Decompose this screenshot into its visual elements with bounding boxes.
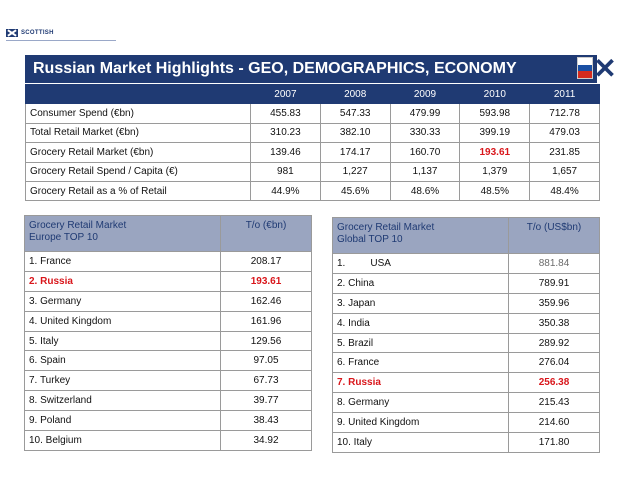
global-header-label bbox=[333, 218, 509, 254]
table-row bbox=[25, 331, 312, 351]
table-row bbox=[25, 371, 312, 391]
country-name: 10. Italy bbox=[333, 433, 509, 453]
cell-value: 479.99 bbox=[390, 104, 460, 123]
cell-value: 981 bbox=[251, 162, 321, 181]
cell-value: 231.85 bbox=[530, 143, 600, 162]
table-row bbox=[26, 162, 600, 181]
cell-value: 1,379 bbox=[460, 162, 530, 181]
country-name: 7. Turkey bbox=[25, 371, 221, 391]
europe-value-header: T/o (€bn) bbox=[221, 216, 312, 252]
country-name: 5. Brazil bbox=[333, 333, 509, 353]
table-row bbox=[25, 311, 312, 331]
logo-text: SCOTTISH bbox=[21, 30, 54, 36]
table-row bbox=[333, 433, 600, 453]
country-name: 4. India bbox=[333, 313, 509, 333]
table-row bbox=[333, 393, 600, 413]
table-row bbox=[26, 181, 600, 200]
europe-top10-table bbox=[24, 215, 312, 451]
country-value: 38.43 bbox=[221, 411, 312, 431]
table-row bbox=[25, 431, 312, 451]
cell-value: 455.83 bbox=[251, 104, 321, 123]
row-label: Total Retail Market (€bn) bbox=[26, 123, 251, 142]
country-value: 276.04 bbox=[509, 353, 600, 373]
country-name: 8. Germany bbox=[333, 393, 509, 413]
country-name: 8. Switzerland bbox=[25, 391, 221, 411]
table-row bbox=[333, 293, 600, 313]
table-row bbox=[333, 373, 600, 393]
cell-value: 712.78 bbox=[530, 104, 600, 123]
cell-value: 48.5% bbox=[460, 181, 530, 200]
cell-value: 547.33 bbox=[320, 104, 390, 123]
country-name: 3. Japan bbox=[333, 293, 509, 313]
global-top10-table bbox=[332, 217, 600, 453]
cell-value-highlight: 193.61 bbox=[460, 143, 530, 162]
europe-header-label bbox=[25, 216, 221, 252]
global-header-row bbox=[333, 218, 600, 254]
cell-value: 310.23 bbox=[251, 123, 321, 142]
cell-value: 399.19 bbox=[460, 123, 530, 142]
country-value: 289.92 bbox=[509, 333, 600, 353]
row-label: Consumer Spend (€bn) bbox=[26, 104, 251, 123]
table-row bbox=[25, 252, 312, 272]
row-label: Grocery Retail Spend / Capita (€) bbox=[26, 162, 251, 181]
country-value: 34.92 bbox=[221, 431, 312, 451]
country-value: 171.80 bbox=[509, 433, 600, 453]
country-name: 6. Spain bbox=[25, 351, 221, 371]
row-label: Grocery Retail Market (€bn) bbox=[26, 143, 251, 162]
country-name: 1. France bbox=[25, 252, 221, 272]
table-row bbox=[333, 273, 600, 293]
country-name: 5. Italy bbox=[25, 331, 221, 351]
country-name: 2. China bbox=[333, 273, 509, 293]
table-row bbox=[333, 353, 600, 373]
saltire-icon bbox=[6, 29, 18, 37]
country-value: 97.05 bbox=[221, 351, 312, 371]
table-row bbox=[25, 351, 312, 371]
country-name-highlight: 2. Russia bbox=[25, 271, 221, 291]
cell-value: 1,657 bbox=[530, 162, 600, 181]
russian-flag-icon bbox=[577, 57, 593, 79]
country-name: 10. Belgium bbox=[25, 431, 221, 451]
cell-value: 479.03 bbox=[530, 123, 600, 142]
header-line: Grocery Retail Market bbox=[29, 220, 127, 231]
country-name: 9. Poland bbox=[25, 411, 221, 431]
year-header: 2010 bbox=[460, 85, 530, 104]
table-row bbox=[26, 143, 600, 162]
cell-value: 1,137 bbox=[390, 162, 460, 181]
table-row bbox=[333, 254, 600, 274]
country-value: 39.77 bbox=[221, 391, 312, 411]
year-header: 2008 bbox=[320, 85, 390, 104]
table-row bbox=[333, 313, 600, 333]
year-header: 2011 bbox=[530, 85, 600, 104]
country-name-highlight: 7. Russia bbox=[333, 373, 509, 393]
table-row bbox=[25, 271, 312, 291]
cell-value: 48.4% bbox=[530, 181, 600, 200]
country-name: 4. United Kingdom bbox=[25, 311, 221, 331]
year-header: 2009 bbox=[390, 85, 460, 104]
page-title: Russian Market Highlights - GEO, DEMOGRAPHICS, ECONOMY bbox=[25, 55, 597, 83]
table-row bbox=[26, 104, 600, 123]
country-value: 359.96 bbox=[509, 293, 600, 313]
row-label: Grocery Retail as a % of Retail bbox=[26, 181, 251, 200]
economy-table bbox=[25, 84, 600, 201]
country-name: 9. United Kingdom bbox=[333, 413, 509, 433]
table-row bbox=[333, 333, 600, 353]
country-value: 881.84 bbox=[509, 254, 600, 274]
cell-value: 382.10 bbox=[320, 123, 390, 142]
cell-value: 44.9% bbox=[251, 181, 321, 200]
country-value: 67.73 bbox=[221, 371, 312, 391]
country-name: 3. Germany bbox=[25, 291, 221, 311]
header-line: Grocery Retail Market bbox=[337, 222, 435, 233]
table-row bbox=[25, 291, 312, 311]
country-value: 161.96 bbox=[221, 311, 312, 331]
cell-value: 45.6% bbox=[320, 181, 390, 200]
company-logo bbox=[6, 28, 116, 38]
logo-divider bbox=[6, 40, 116, 41]
country-value: 215.43 bbox=[509, 393, 600, 413]
country-value: 214.60 bbox=[509, 413, 600, 433]
header-line: Global TOP 10 bbox=[337, 234, 403, 245]
country-value-highlight: 193.61 bbox=[221, 271, 312, 291]
cell-value: 48.6% bbox=[390, 181, 460, 200]
country-value-highlight: 256.38 bbox=[509, 373, 600, 393]
country-value: 162.46 bbox=[221, 291, 312, 311]
cell-value: 160.70 bbox=[390, 143, 460, 162]
cell-value: 593.98 bbox=[460, 104, 530, 123]
economy-header-row bbox=[26, 85, 600, 104]
table-row bbox=[333, 413, 600, 433]
europe-header-row bbox=[25, 216, 312, 252]
country-value: 129.56 bbox=[221, 331, 312, 351]
table-row bbox=[25, 411, 312, 431]
year-header: 2007 bbox=[251, 85, 321, 104]
header-blank bbox=[26, 85, 251, 104]
header-line: Europe TOP 10 bbox=[29, 232, 98, 243]
cell-value: 139.46 bbox=[251, 143, 321, 162]
table-row bbox=[26, 123, 600, 142]
country-value: 789.91 bbox=[509, 273, 600, 293]
cell-value: 174.17 bbox=[320, 143, 390, 162]
global-value-header: T/o (US$bn) bbox=[509, 218, 600, 254]
country-name: 1. USA bbox=[333, 254, 509, 274]
country-value: 208.17 bbox=[221, 252, 312, 272]
close-x-icon: ✕ bbox=[593, 53, 617, 84]
country-name: 6. France bbox=[333, 353, 509, 373]
cell-value: 1,227 bbox=[320, 162, 390, 181]
country-value: 350.38 bbox=[509, 313, 600, 333]
table-row bbox=[25, 391, 312, 411]
cell-value: 330.33 bbox=[390, 123, 460, 142]
